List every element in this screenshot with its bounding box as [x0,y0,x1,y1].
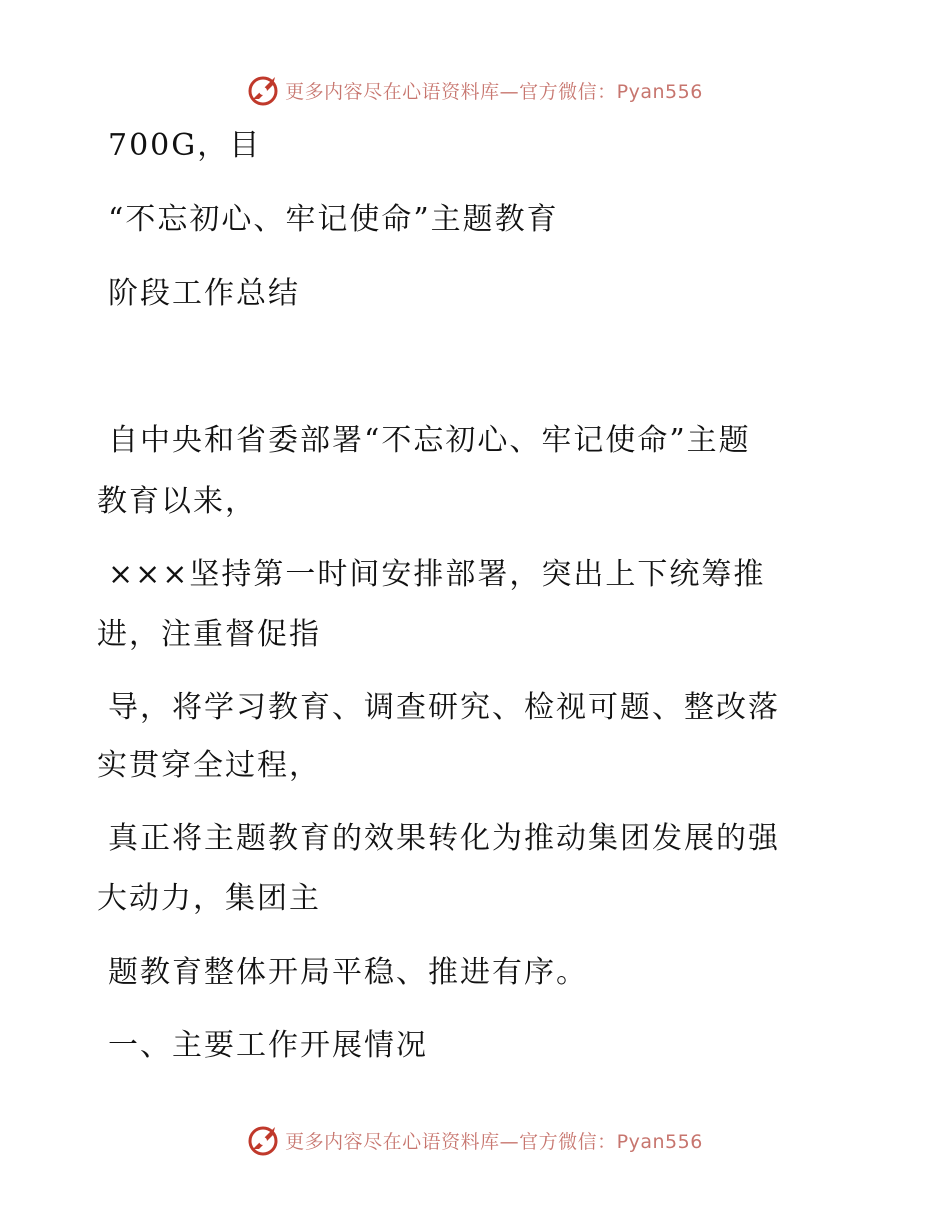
text-line: 教育以来， [97,484,257,519]
text-line: 大动力，集团主 [97,881,321,916]
document-title: “不忘初心、牢记使命”主题教育 [108,202,559,237]
header-watermark [0,70,950,110]
section-heading: 一、主要工作开展情况 [108,1028,428,1063]
footer-watermark [0,1120,950,1160]
watermark-text: 更多内容尽在心语资料库—官方微信：Pyan556 [285,1130,703,1153]
text-line: 进，注重督促指 [97,617,321,652]
text-line: 导，将学习教育、调查研究、检视可题、整改落 [108,690,780,725]
quill-seal-icon [247,1123,281,1157]
text-line: ×××坚持第一时间安排部署，突出上下统筹推 [108,557,766,592]
text-line: 题教育整体开局平稳、推进有序。 [108,955,588,990]
quill-seal-icon [247,73,281,107]
document-subtitle: 阶段工作总结 [108,276,300,311]
text-line: 真正将主题教育的效果转化为推动集团发展的强 [108,821,780,856]
text-line: 实贯穿全过程， [97,748,321,783]
text-line: 700G，目 [108,128,262,163]
text-line: 自中央和省委部署“不忘初心、牢记使命”主题 [108,423,751,458]
watermark-text: 更多内容尽在心语资料库—官方微信：Pyan556 [285,80,703,103]
